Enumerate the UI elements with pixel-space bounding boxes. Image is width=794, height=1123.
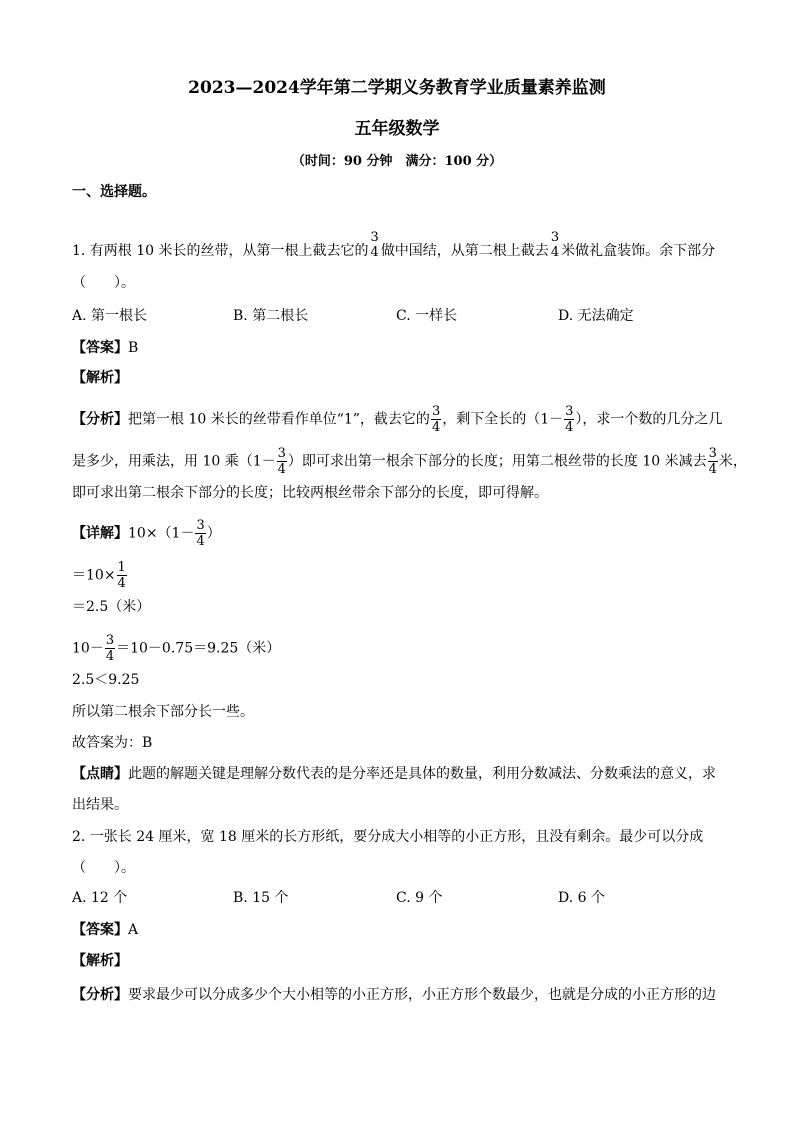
document-subtitle: 五年级数学 [354,119,440,139]
q2-option-d: D. 6 个 [558,890,605,906]
q1-analysis-label: 【解析】 [72,370,128,386]
q2-option-c: C. 9 个 [396,890,443,906]
fraction-three-quarters: $\frac{3}{4}$ [105,633,115,664]
q1-comment-line2: 出结果。 [72,797,128,813]
q1-fenxi-line2: 是多少，用乘法，用 10 乘（1－ $\frac{3}{4}$ ）即可求出第一根余下部分的长度；用第二根丝带的长度 10 米减去 $\frac{3}{4}$ 米， [72,446,747,477]
q2-answer: 【答案】A [72,922,139,938]
q2-stem-line1: 2. 一张长 24 厘米，宽 18 厘米的长方形纸，要分成大小相等的小正方形，且没有剩余。最少可以分成 [72,829,704,845]
exam-meta: （时间：90 分钟 满分：100 分） [291,154,503,169]
q1-detail-line6: 所以第二根余下部分长一些。 [72,704,254,720]
fraction-one-quarter: $\frac{1}{4}$ [117,560,126,591]
q1-option-a: A. 第一根长 [72,308,148,324]
fraction-three-quarters: $\frac{3}{4}$ [431,404,441,435]
q1-detail-line2: ＝10× $\frac{1}{4}$ [72,560,126,591]
fraction-three-quarters: $\frac{3}{4}$ [565,404,574,435]
q2-fenxi-line1: 【分析】要求最少可以分成多少个大小相等的小正方形，小正方形个数最少，也就是分成的小正方形的边 [72,987,716,1003]
q1-comment-line1: 【点睛】此题的解题关键是理解分数代表的是分率还是具体的数量，利用分数减法、分数乘法的意义，求 [72,766,716,782]
q1-detail-line3: ＝2.5（米） [72,599,151,615]
q2-option-a: A. 12 个 [72,890,128,906]
fraction-three-quarters: 3 4 [370,230,379,260]
q1-fenxi-line3: 即可求出第二根余下部分的长度；比较两根丝带余下部分的长度，即可得解。 [72,485,548,501]
q1-fenxi-line1: 【分析】把第一根 10 米长的丝带看作单位“1”，截去它的 $\frac{3}{4}$ ，剩下全长的（1－ $\frac{3}{4}$ ），求一个数的几分之几 [72,404,723,435]
q2-analysis-label: 【解析】 [72,953,128,969]
q1-detail-line5: 2.5＜9.25 [72,672,140,688]
q1-detail-line4: 10－ $\frac{3}{4}$ ＝10－0.75＝9.25（米） [72,633,281,664]
fraction-three-quarters: 3 4 [550,230,560,260]
fraction-three-quarters: $\frac{3}{4}$ [708,446,717,477]
document-title: 2023—2024学年第二学期义务教育学业质量素养监测 [188,78,606,98]
q1-option-d: D. 无法确定 [558,308,634,324]
q1-stem-line2: （ ）。 [72,275,135,291]
fraction-three-quarters: $\frac{3}{4}$ [196,518,205,549]
section-heading: 一、选择题。 [72,184,156,200]
q1-option-c: C. 一样长 [396,308,458,324]
q1-option-b: B. 第二根长 [233,308,309,324]
fraction-three-quarters: $\frac{3}{4}$ [277,446,286,477]
q1-detail-line1: 【详解】10×（1－ $\frac{3}{4}$ ） [72,518,221,549]
q2-stem-line2: （ ）。 [72,860,135,876]
q2-option-b: B. 15 个 [233,890,289,906]
q1-answer: 【答案】B [72,340,139,356]
q1-detail-line7: 故答案为：B [72,735,153,751]
q1-stem-line1: 1. 有两根 10 米长的丝带，从第一根上截去它的 3 4 做中国结，从第二根上截去 3 4 米做礼盒装饰。余下部分 [72,230,716,260]
